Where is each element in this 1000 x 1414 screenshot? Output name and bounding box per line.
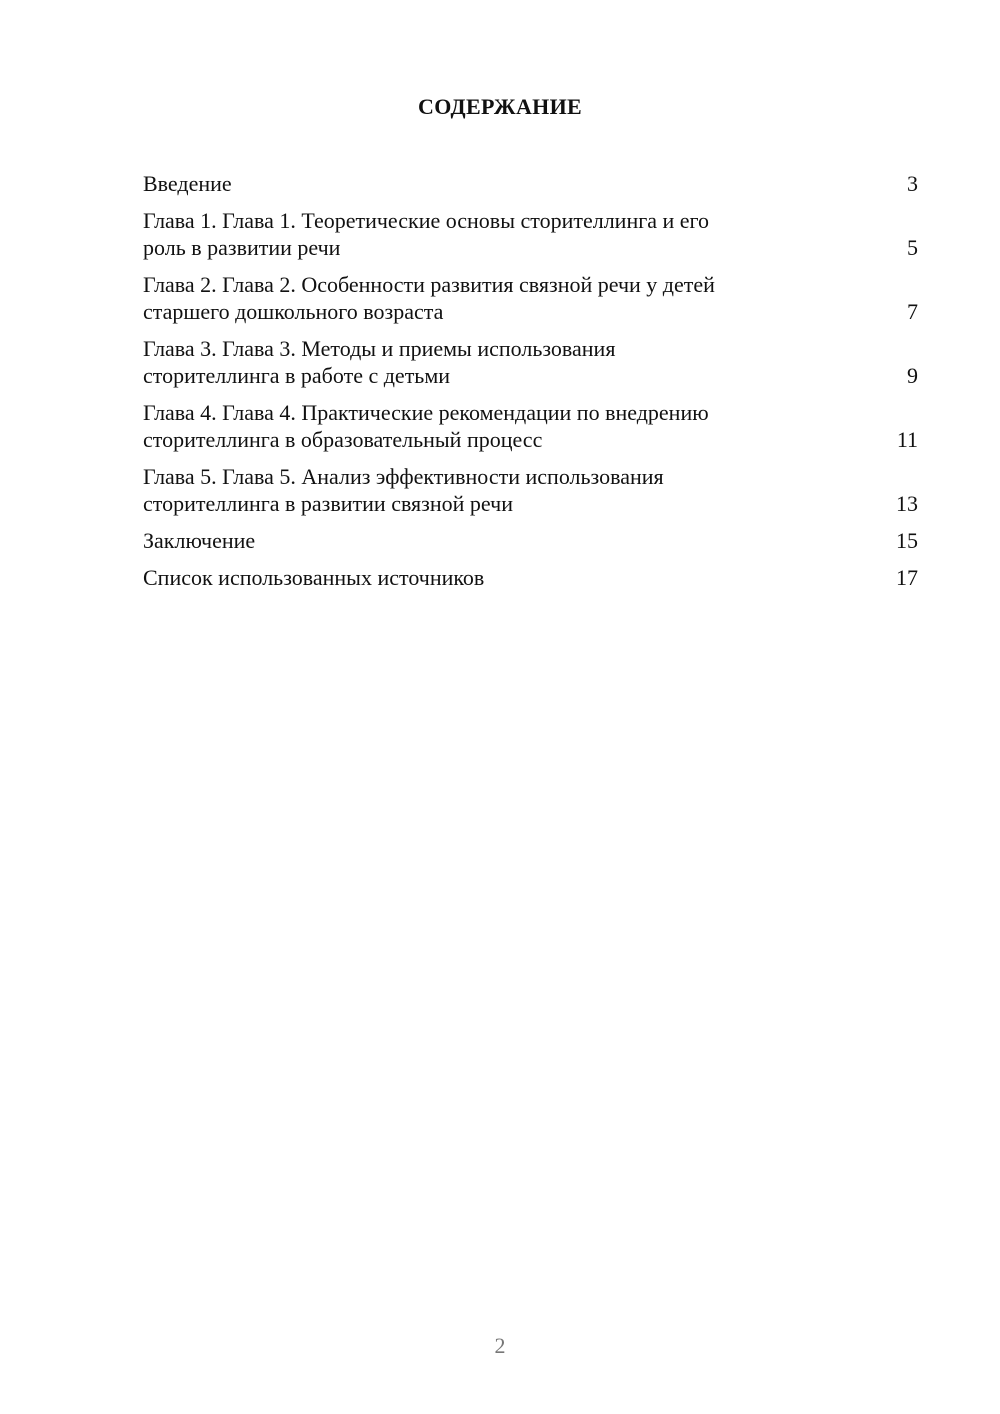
toc-entry-text: [143, 335, 803, 389]
toc-entry-chapter-4: [143, 399, 918, 453]
toc-entry-chapter-3: [143, 335, 918, 389]
page-number: 2: [494, 1333, 506, 1358]
toc-entry-text: [143, 271, 803, 325]
toc-title: СОДЕРЖАНИЕ: [418, 94, 582, 119]
toc-entry-text: [143, 463, 803, 517]
toc-entry-page: 15: [896, 528, 918, 553]
toc-entry-line: сторителлинга в образовательный процесс: [143, 427, 543, 452]
toc-entry-conclusion: [143, 527, 918, 554]
toc-entry-page: 5: [907, 235, 918, 260]
toc-entry-page: 7: [907, 299, 918, 324]
toc-entry-chapter-2: [143, 271, 918, 325]
toc-entry-text: [143, 170, 803, 197]
toc-entry-line: Глава 2. Глава 2. Особенности развития связной речи у детей: [143, 272, 715, 297]
toc-entry-text: [143, 564, 803, 591]
toc-entry-line: Глава 5. Глава 5. Анализ эффективности использования: [143, 464, 664, 489]
toc-entry-text: [143, 527, 803, 554]
toc-entry-line: роль в развитии речи: [143, 235, 341, 260]
toc-entry-line: Заключение: [143, 528, 256, 553]
toc-entry-line: сторителлинга в работе с детьми: [143, 363, 451, 388]
toc-entry-page: 17: [896, 565, 918, 590]
toc-entry-line: Введение: [143, 171, 232, 196]
toc-entry-page: 3: [907, 171, 918, 196]
toc-entry-line: Список использованных источников: [143, 565, 485, 590]
toc-entry-line: Глава 1. Глава 1. Теоретические основы сторителлинга и его: [143, 208, 710, 233]
toc-entry-text: [143, 399, 803, 453]
toc-entry-references: [143, 564, 918, 591]
toc-entry-line: Глава 4. Глава 4. Практические рекомендации по внедрению: [143, 400, 709, 425]
toc-entry-line: Глава 3. Глава 3. Методы и приемы использования: [143, 336, 616, 361]
toc-entry-page: 11: [896, 427, 918, 452]
toc-entry-line: сторителлинга в развитии связной речи: [143, 491, 513, 516]
toc-entry-page: 13: [896, 491, 918, 516]
toc-entry-text: [143, 207, 803, 261]
toc-entry-line: старшего дошкольного возраста: [143, 299, 444, 324]
table-of-contents: [143, 170, 918, 601]
toc-entry-chapter-1: [143, 207, 918, 261]
toc-entry-page: 9: [907, 363, 918, 388]
toc-entry-chapter-5: [143, 463, 918, 517]
toc-entry-introduction: [143, 170, 918, 197]
